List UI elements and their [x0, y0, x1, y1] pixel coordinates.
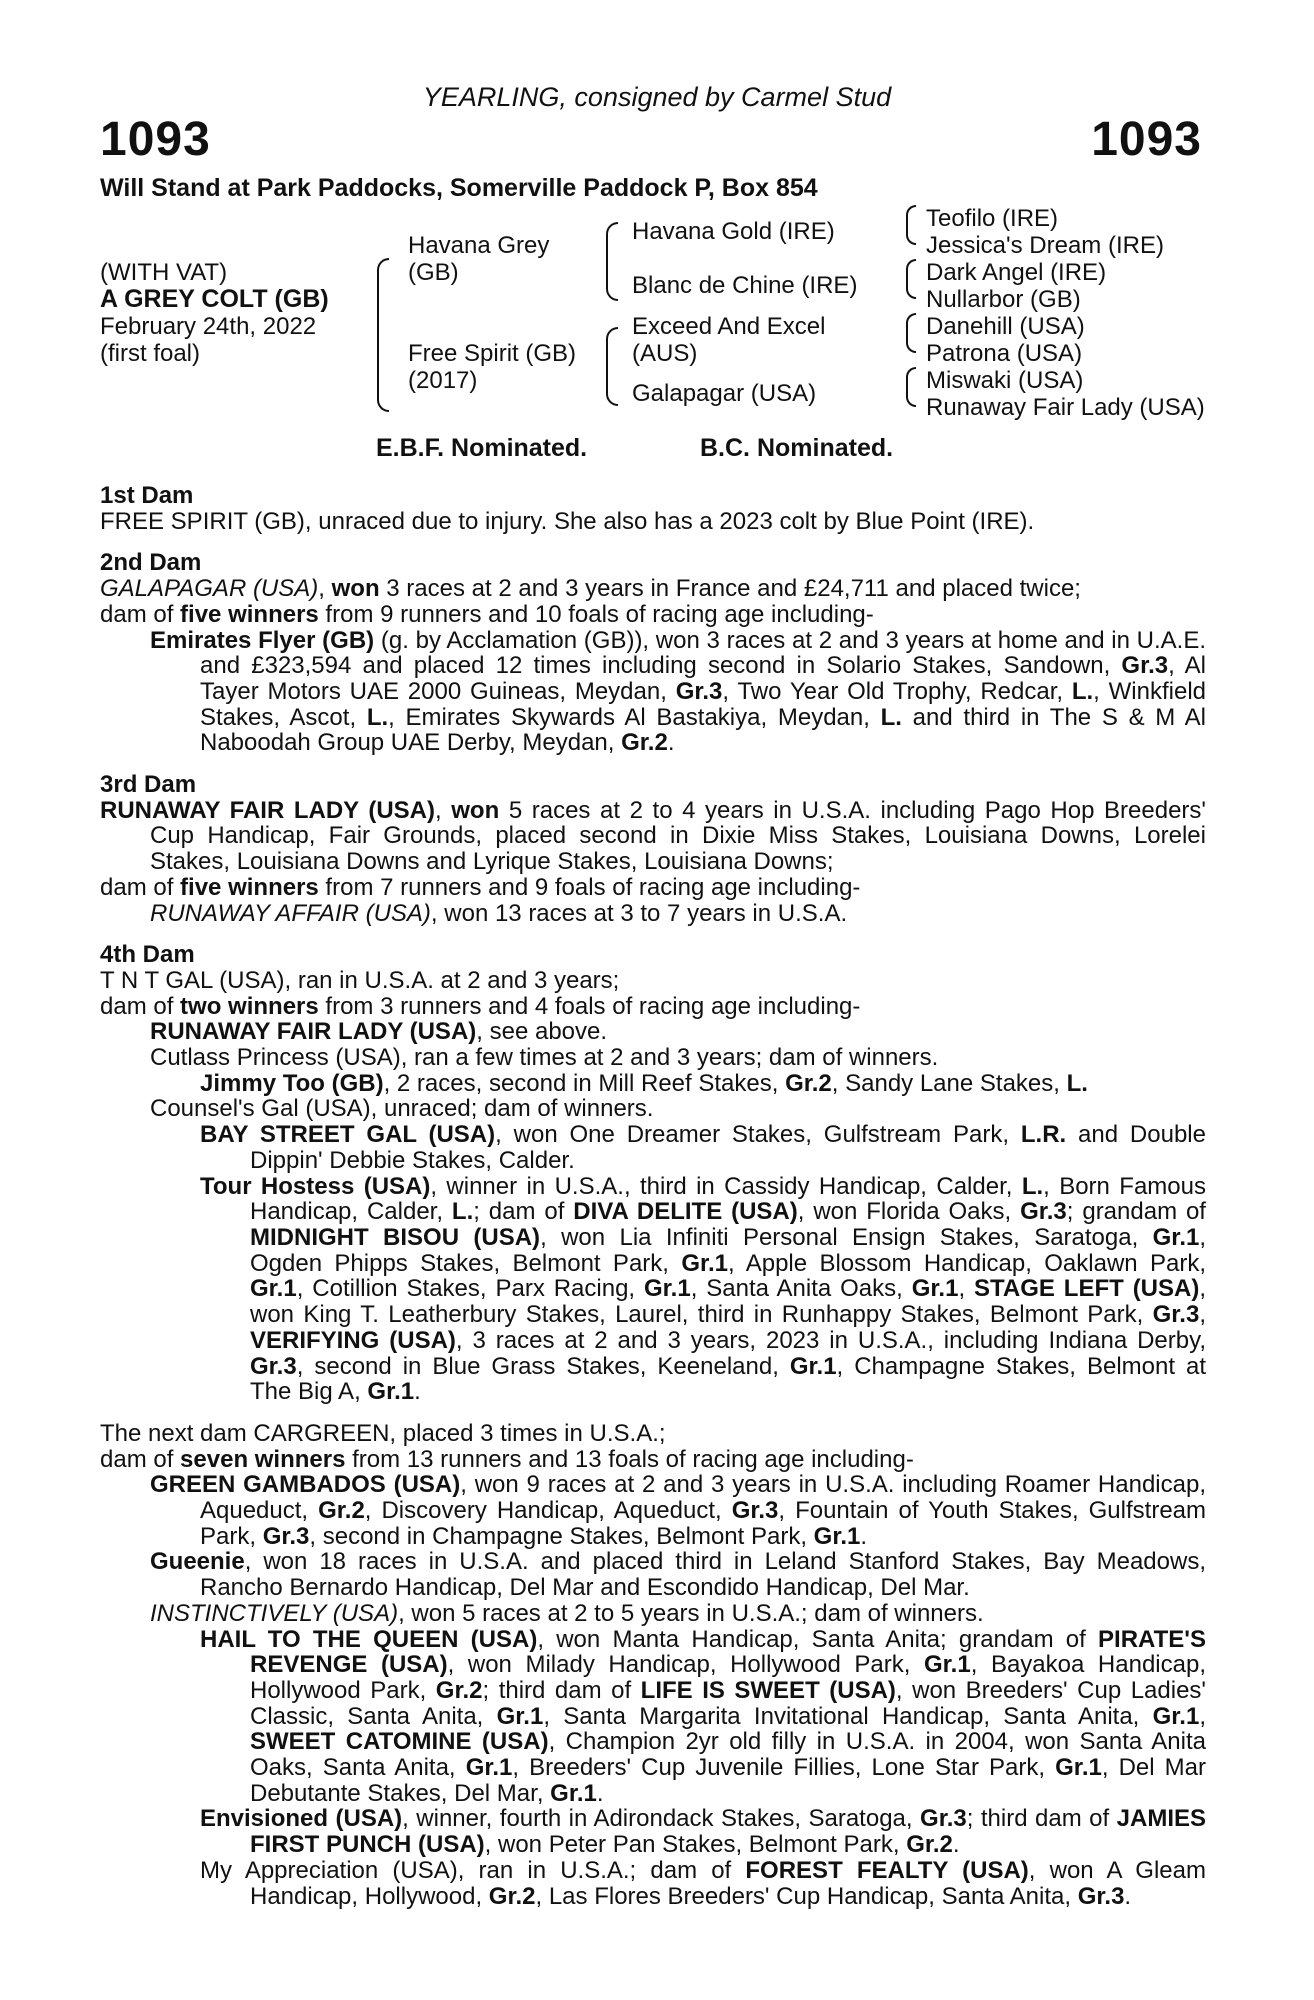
dam-records: [100, 483, 1206, 1909]
first-dam-heading: 1st Dam: [100, 482, 194, 509]
third-dam-heading: 3rd Dam: [100, 771, 197, 799]
progeny-envisioned: Envisioned (USA), winner, fourth in Adirondack Stakes, Saratoga, Gr.3; third dam of JAMIES FIRST PUNCH (USA), won Peter Pan Stakes, Belmont Park, Gr.2.: [200, 1805, 1207, 1859]
won-label: won: [331, 575, 380, 603]
consignment-line: YEARLING, consigned by Carmel Stud: [422, 82, 892, 112]
next-dam-line: The next dam CARGREEN, placed 3 times in U.S.A.;: [100, 1419, 666, 1447]
pedigree-brace-ss: [906, 205, 916, 245]
progeny-cutlass-princess: Cutlass Princess (USA), ran a few times at 2 and 3 years; dam of winners.: [150, 1044, 939, 1072]
bc-nominated: B.C. Nominated.: [700, 434, 894, 462]
progeny-my-appreciation: My Appreciation (USA), ran in U.S.A.; dam of FOREST FEALTY (USA), won A Gleam Handicap, Hollywood, Gr.2, Las Flores Breeders' Cup Handicap, Santa Anita, Gr.3.: [200, 1856, 1206, 1910]
pedigree-sss: Teofilo (IRE): [926, 205, 1059, 232]
stand-location: Will Stand at Park Paddocks, Somerville Paddock P, Box 854: [100, 174, 818, 202]
pedigree-dds: Miswaki (USA): [926, 367, 1084, 394]
pedigree-dss: Danehill (USA): [926, 313, 1085, 340]
pedigree-brace-sd: [906, 259, 916, 299]
second-dam-line: GALAPAGAR (USA), won 3 races at 2 and 3 years in France and £24,711 and placed twice;: [100, 575, 1081, 603]
fourth-dam-line: T N T GAL (USA), ran in U.S.A. at 2 and 3 years;: [100, 966, 620, 994]
pedigree-dsd: Patrona (USA): [926, 340, 1083, 367]
pedigree-dam-year: (2017): [408, 367, 478, 394]
ebf-nominated: E.B.F. Nominated.: [376, 434, 588, 462]
fourth-dam-heading: 4th Dam: [100, 941, 195, 969]
pedigree-sire-sire: Havana Gold (IRE): [632, 218, 835, 245]
pedigree-sds: Dark Angel (IRE): [926, 259, 1107, 286]
fourth-dam-produce: dam of two winners from 3 runners and 4 foals of racing age including-: [100, 992, 861, 1020]
pedigree-brace-ds: [906, 313, 916, 353]
pedigree-brace-sire: [606, 222, 618, 301]
progeny-instinctively: INSTINCTIVELY (USA), won 5 races at 2 to 5 years in U.S.A.; dam of winners.: [150, 1599, 984, 1627]
progeny-bay-street-gal: BAY STREET GAL (USA), won One Dreamer Stakes, Gulfstream Park, L.R. and Double Dippin' Debbie Stakes, Calder.: [200, 1121, 1206, 1174]
pedigree-brace-dam: [606, 327, 618, 406]
progeny-name: Emirates Flyer (GB): [150, 626, 375, 654]
next-dam-produce: dam of seven winners from 13 runners and 13 foals of racing age including-: [100, 1445, 914, 1473]
second-dam-produce: dam of five winners from 9 runners and 10 foals of racing age including-: [100, 600, 874, 628]
second-dam-name: GALAPAGAR (USA): [100, 575, 319, 603]
pedigree-sire: Havana Grey: [408, 232, 550, 259]
pedigree-brace-dd: [906, 367, 916, 407]
third-dam-produce: dam of five winners from 7 runners and 9 foals of racing age including-: [100, 873, 861, 901]
third-dam-name: RUNAWAY FAIR LADY (USA): [100, 796, 435, 824]
pedigree-dam-sire-country: (AUS): [632, 340, 698, 367]
third-dam-line: RUNAWAY FAIR LADY (USA), won 5 races at 2 to 4 years in U.S.A. including Pago Hop Breeders' Cup Handicap, Fair Grounds, placed second in Dixie Miss Stakes, Louisiana Downs, Lorelei Stakes, Louisiana Downs and Lyrique Stakes, Louisiana Downs;: [100, 796, 1206, 876]
horse-name: A GREY COLT (GB): [100, 285, 329, 313]
progeny-gueenie: Gueenie, won 18 races in U.S.A. and placed third in Leland Stanford Stakes, Bay Meadows, Rancho Bernardo Handicap, Del Mar and Escondido Handicap, Del Mar.: [150, 1548, 1206, 1602]
vat-note: (WITH VAT): [100, 259, 228, 286]
lot-number-right: 1093: [1091, 113, 1202, 166]
pedigree-dam-sire: Exceed And Excel: [632, 313, 826, 340]
progeny-hail-to-the-queen: HAIL TO THE QUEEN (USA), won Manta Handicap, Santa Anita; grandam of PIRATE'S REVENGE (USA), won Milady Handicap, Hollywood Park, Gr.1, Bayakoa Handicap, Hollywood Park, Gr.2; third dam of LIFE IS SWEET (USA), won Breeders' Cup Ladies' Classic, Santa Anita, Gr.1, Santa Margarita Invitational Handicap, Santa Anita, Gr.1, SWEET CATOMINE (USA), Champion 2yr old filly in U.S.A. in 2004, won Santa Anita Oaks, Santa Anita, Gr.1, Breeders' Cup Juvenile Fillies, Lone Star Park, Gr.1, Del Mar Debutante Stakes, Del Mar, Gr.1.: [200, 1625, 1207, 1807]
progeny-emirates-flyer: Emirates Flyer (GB) (g. by Acclamation (GB)), won 3 races at 2 and 3 years at home and in U.A.E. and £323,594 and placed 12 times including second in Solario Stakes, Sandown, Gr.3, Al Tayer Motors UAE 2000 Guineas, Meydan, Gr.3, Two Year Old Trophy, Redcar, L., Winkfield Stakes, Ascot, L., Emirates Skywards Al Bastakiya, Meydan, L. and third in The S & M Al Naboodah Group UAE Derby, Meydan, Gr.2.: [150, 626, 1207, 757]
pedigree-dam: Free Spirit (GB): [408, 340, 577, 367]
horse-dob: February 24th, 2022: [100, 313, 317, 340]
winners-count: five winners: [180, 600, 319, 628]
progeny-jimmy-too: Jimmy Too (GB), 2 races, second in Mill Reef Stakes, Gr.2, Sandy Lane Stakes, L.: [200, 1069, 1088, 1097]
horse-note: (first foal): [100, 340, 201, 367]
pedigree-sire-dam: Blanc de Chine (IRE): [632, 272, 858, 299]
progeny-counsels-gal: Counsel's Gal (USA), unraced; dam of winners.: [150, 1095, 654, 1123]
pedigree-dam-dam: Galapagar (USA): [632, 380, 817, 407]
progeny-tour-hostess: Tour Hostess (USA), winner in U.S.A., third in Cassidy Handicap, Calder, L., Born Famous Handicap, Calder, L.; dam of DIVA DELITE (USA), won Florida Oaks, Gr.3; grandam of MIDNIGHT BISOU (USA), won Lia Infiniti Personal Ensign Stakes, Saratoga, Gr.1, Ogden Phipps Stakes, Belmont Park, Gr.1, Apple Blossom Handicap, Oaklawn Park, Gr.1, Cotillion Stakes, Parx Racing, Gr.1, Santa Anita Oaks, Gr.1, STAGE LEFT (USA), won King T. Leatherbury Stakes, Laurel, third in Runhappy Stakes, Belmont Park, Gr.3, VERIFYING (USA), 3 races at 2 and 3 years, 2023 in U.S.A., including Indiana Derby, Gr.3, second in Blue Grass Stakes, Keeneland, Gr.1, Champagne Stakes, Belmont at The Big A, Gr.1.: [200, 1172, 1207, 1406]
second-dam-record: 3 races at 2 and 3 years in France and £24,711 and placed twice;: [379, 575, 1081, 603]
pedigree-ddd: Runaway Fair Lady (USA): [926, 394, 1205, 421]
pedigree-ssd: Jessica's Dream (IRE): [926, 232, 1164, 259]
first-dam-text: FREE SPIRIT (GB), unraced due to injury. She also has a 2023 colt by Blue Point (IRE).: [100, 507, 1035, 535]
lot-number-left: 1093: [100, 113, 211, 166]
pedigree-sire-country: (GB): [408, 259, 459, 286]
pedigree-sdd: Nullarbor (GB): [926, 286, 1081, 313]
second-dam-heading: 2nd Dam: [100, 549, 202, 577]
progeny-runaway-affair: RUNAWAY AFFAIR (USA), won 13 races at 3 to 7 years in U.S.A.: [150, 899, 848, 927]
pedigree-brace-main: [377, 258, 389, 412]
progeny-green-gambados: GREEN GAMBADOS (USA), won 9 races at 2 and 3 years in U.S.A. including Roamer Handicap, Aqueduct, Gr.2, Discovery Handicap, Aqueduct, Gr.3, Fountain of Youth Stakes, Gulfstream Park, Gr.3, second in Champagne Stakes, Belmont Park, Gr.1.: [150, 1471, 1206, 1550]
progeny-runaway-fair-lady: RUNAWAY FAIR LADY (USA), see above.: [150, 1018, 608, 1046]
